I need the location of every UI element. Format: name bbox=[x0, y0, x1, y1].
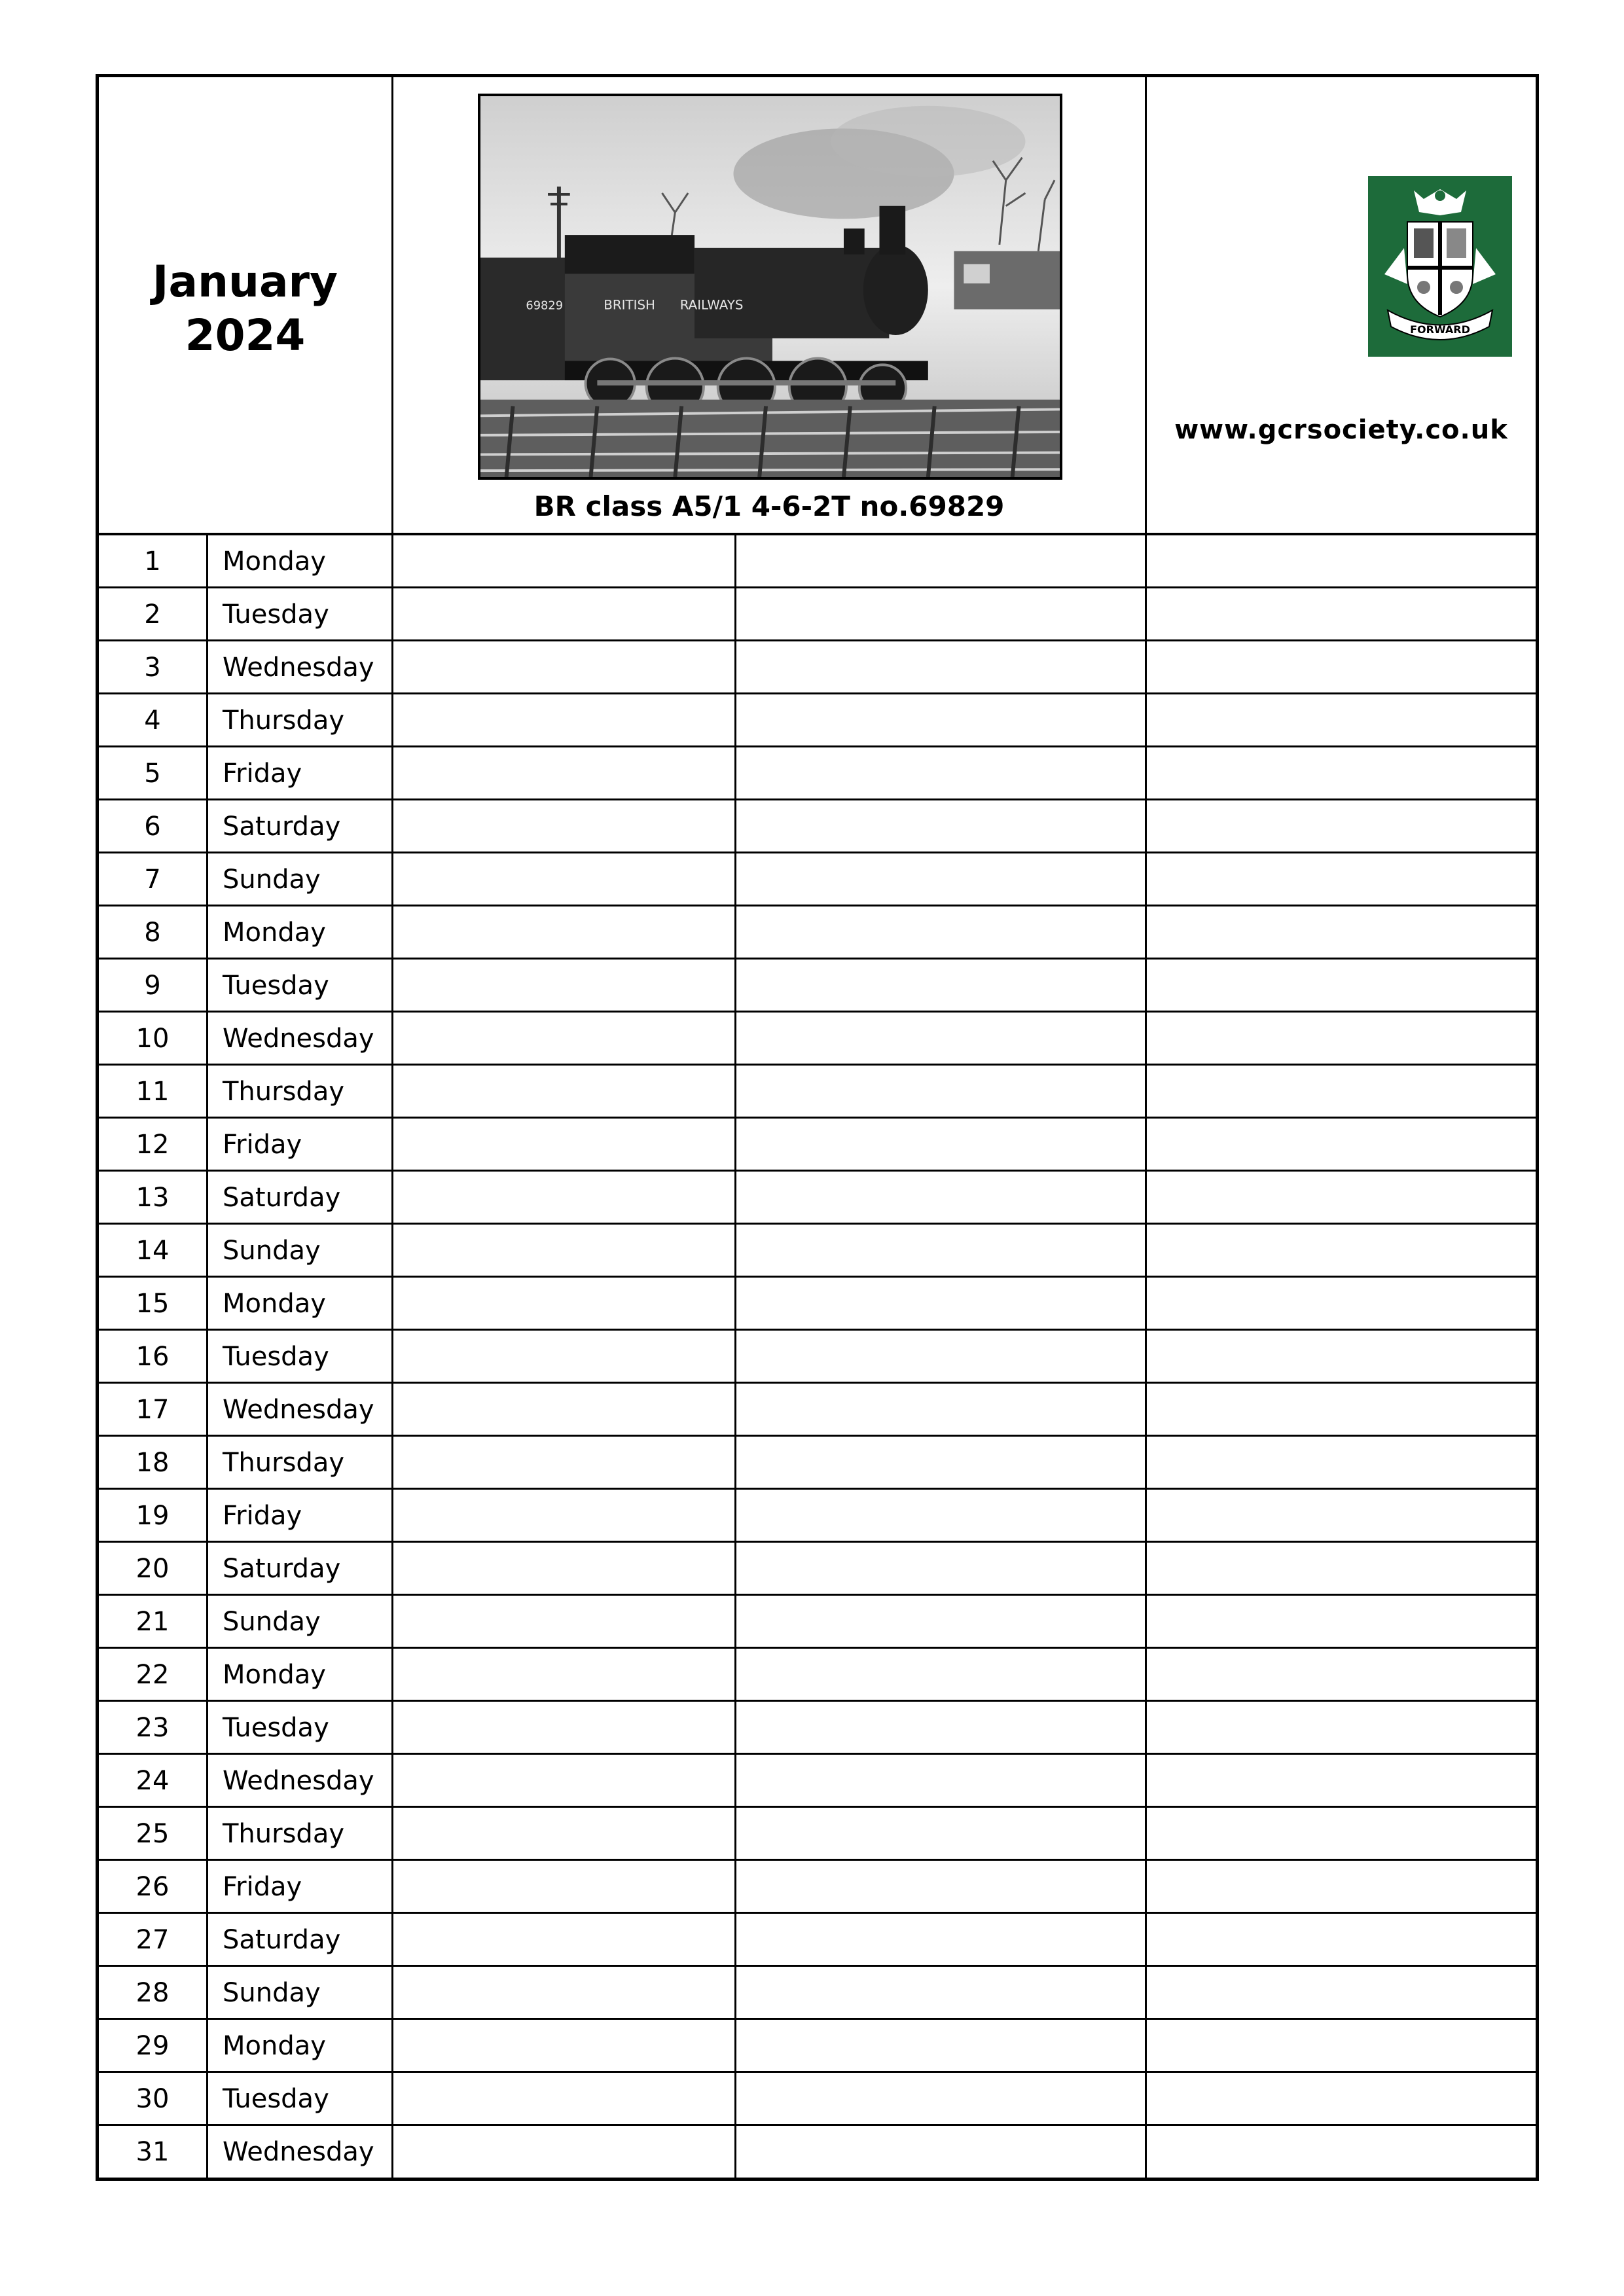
note-cell-3[interactable] bbox=[1147, 1013, 1536, 1064]
weekday-name: Monday bbox=[208, 2020, 393, 2071]
note-cell-2[interactable] bbox=[736, 694, 1147, 745]
note-cell-3[interactable] bbox=[1147, 1596, 1536, 1647]
note-cell-3[interactable] bbox=[1147, 960, 1536, 1011]
note-cell-3[interactable] bbox=[1147, 1967, 1536, 2018]
day-number: 21 bbox=[99, 1596, 208, 1647]
note-cell-2[interactable] bbox=[736, 1543, 1147, 1594]
loco-livery-text: BRITISH RAILWAYS bbox=[604, 297, 744, 313]
note-cell-2[interactable] bbox=[736, 641, 1147, 692]
weekday-name: Friday bbox=[208, 1861, 393, 1912]
note-cell-1[interactable] bbox=[393, 1119, 736, 1170]
note-cell-3[interactable] bbox=[1147, 2073, 1536, 2124]
month-name: January bbox=[152, 257, 338, 307]
note-cell-3[interactable] bbox=[1147, 1914, 1536, 1965]
note-cell-2[interactable] bbox=[736, 1702, 1147, 1753]
weekday-name: Thursday bbox=[208, 694, 393, 745]
day-row bbox=[99, 1914, 1536, 1967]
note-cell-1[interactable] bbox=[393, 1702, 736, 1753]
weekday-name: Saturday bbox=[208, 800, 393, 852]
note-cell-2[interactable] bbox=[736, 1914, 1147, 1965]
note-cell-2[interactable] bbox=[736, 1490, 1147, 1541]
note-cell-3[interactable] bbox=[1147, 2020, 1536, 2071]
day-row bbox=[99, 1119, 1536, 1172]
weekday-name: Friday bbox=[208, 747, 393, 798]
day-number: 11 bbox=[99, 1066, 208, 1117]
note-cell-2[interactable] bbox=[736, 800, 1147, 852]
note-cell-3[interactable] bbox=[1147, 800, 1536, 852]
day-row bbox=[99, 906, 1536, 960]
day-number: 9 bbox=[99, 960, 208, 1011]
note-cell-1[interactable] bbox=[393, 1172, 736, 1223]
note-cell-1[interactable] bbox=[393, 1278, 736, 1329]
note-cell-1[interactable] bbox=[393, 1755, 736, 1806]
day-row bbox=[99, 1861, 1536, 1914]
day-row bbox=[99, 1596, 1536, 1649]
note-cell-3[interactable] bbox=[1147, 1543, 1536, 1594]
note-cell-1[interactable] bbox=[393, 1437, 736, 1488]
note-cell-2[interactable] bbox=[736, 1331, 1147, 1382]
note-cell-3[interactable] bbox=[1147, 906, 1536, 958]
gcr-society-logo bbox=[1368, 176, 1512, 357]
day-number: 8 bbox=[99, 906, 208, 958]
day-number: 12 bbox=[99, 1119, 208, 1170]
weekday-name: Sunday bbox=[208, 1225, 393, 1276]
note-cell-3[interactable] bbox=[1147, 1649, 1536, 1700]
weekday-name: Monday bbox=[208, 535, 393, 586]
day-number: 1 bbox=[99, 535, 208, 586]
day-row bbox=[99, 960, 1536, 1013]
day-row bbox=[99, 1384, 1536, 1437]
note-cell-1[interactable] bbox=[393, 2126, 736, 2179]
note-cell-2[interactable] bbox=[736, 1172, 1147, 1223]
locomotive-photo bbox=[478, 94, 1062, 480]
note-cell-1[interactable] bbox=[393, 2073, 736, 2124]
note-cell-1[interactable] bbox=[393, 1225, 736, 1276]
day-row bbox=[99, 1649, 1536, 1702]
weekday-name: Monday bbox=[208, 906, 393, 958]
note-cell-3[interactable] bbox=[1147, 1702, 1536, 1753]
weekday-name: Wednesday bbox=[208, 641, 393, 692]
note-cell-3[interactable] bbox=[1147, 1755, 1536, 1806]
day-row bbox=[99, 853, 1536, 906]
note-cell-2[interactable] bbox=[736, 588, 1147, 639]
note-cell-1[interactable] bbox=[393, 1914, 736, 1965]
weekday-name: Tuesday bbox=[208, 960, 393, 1011]
day-row bbox=[99, 1702, 1536, 1755]
loco-number-text: 69829 bbox=[526, 298, 564, 313]
weekday-name: Friday bbox=[208, 1119, 393, 1170]
note-cell-3[interactable] bbox=[1147, 1066, 1536, 1117]
weekday-name: Monday bbox=[208, 1278, 393, 1329]
note-cell-3[interactable] bbox=[1147, 535, 1536, 586]
day-row bbox=[99, 2126, 1536, 2179]
weekday-name: Monday bbox=[208, 1649, 393, 1700]
day-row bbox=[99, 1755, 1536, 1808]
day-number: 16 bbox=[99, 1331, 208, 1382]
day-number: 14 bbox=[99, 1225, 208, 1276]
note-cell-2[interactable] bbox=[736, 960, 1147, 1011]
month-year: 2024 bbox=[185, 310, 306, 361]
day-number: 19 bbox=[99, 1490, 208, 1541]
weekday-name: Wednesday bbox=[208, 1384, 393, 1435]
note-cell-3[interactable] bbox=[1147, 1808, 1536, 1859]
day-number: 17 bbox=[99, 1384, 208, 1435]
month-title bbox=[99, 255, 391, 363]
logo-cell bbox=[1147, 77, 1536, 533]
day-number: 29 bbox=[99, 2020, 208, 2071]
note-cell-2[interactable] bbox=[736, 1225, 1147, 1276]
note-cell-1[interactable] bbox=[393, 1066, 736, 1117]
weekday-name: Wednesday bbox=[208, 1755, 393, 1806]
note-cell-2[interactable] bbox=[736, 1861, 1147, 1912]
note-cell-1[interactable] bbox=[393, 853, 736, 905]
note-cell-1[interactable] bbox=[393, 1808, 736, 1859]
note-cell-2[interactable] bbox=[736, 1755, 1147, 1806]
day-number: 24 bbox=[99, 1755, 208, 1806]
day-number: 10 bbox=[99, 1013, 208, 1064]
note-cell-1[interactable] bbox=[393, 1967, 736, 2018]
day-row bbox=[99, 1437, 1536, 1490]
day-number: 26 bbox=[99, 1861, 208, 1912]
note-cell-3[interactable] bbox=[1147, 1225, 1536, 1276]
weekday-name: Saturday bbox=[208, 1172, 393, 1223]
day-number: 3 bbox=[99, 641, 208, 692]
photo-cell bbox=[393, 77, 1147, 533]
note-cell-3[interactable] bbox=[1147, 694, 1536, 745]
weekday-name: Tuesday bbox=[208, 1331, 393, 1382]
note-cell-2[interactable] bbox=[736, 747, 1147, 798]
month-cell bbox=[99, 77, 393, 533]
note-cell-2[interactable] bbox=[736, 1384, 1147, 1435]
note-cell-1[interactable] bbox=[393, 535, 736, 586]
note-cell-1[interactable] bbox=[393, 2020, 736, 2071]
day-row bbox=[99, 1543, 1536, 1596]
note-cell-3[interactable] bbox=[1147, 1278, 1536, 1329]
day-row bbox=[99, 535, 1536, 588]
note-cell-3[interactable] bbox=[1147, 641, 1536, 692]
note-cell-3[interactable] bbox=[1147, 1172, 1536, 1223]
weekday-name: Sunday bbox=[208, 853, 393, 905]
note-cell-2[interactable] bbox=[736, 1437, 1147, 1488]
day-row bbox=[99, 588, 1536, 641]
calendar-table bbox=[96, 74, 1539, 2181]
day-number: 5 bbox=[99, 747, 208, 798]
day-number: 23 bbox=[99, 1702, 208, 1753]
note-cell-1[interactable] bbox=[393, 588, 736, 639]
note-cell-2[interactable] bbox=[736, 1013, 1147, 1064]
weekday-name: Thursday bbox=[208, 1066, 393, 1117]
day-number: 18 bbox=[99, 1437, 208, 1488]
day-row bbox=[99, 1490, 1536, 1543]
calendar-header bbox=[99, 77, 1536, 535]
note-cell-3[interactable] bbox=[1147, 1490, 1536, 1541]
note-cell-1[interactable] bbox=[393, 1384, 736, 1435]
note-cell-1[interactable] bbox=[393, 1861, 736, 1912]
weekday-name: Friday bbox=[208, 1490, 393, 1541]
weekday-name: Sunday bbox=[208, 1596, 393, 1647]
weekday-name: Tuesday bbox=[208, 588, 393, 639]
day-number: 27 bbox=[99, 1914, 208, 1965]
weekday-name: Thursday bbox=[208, 1808, 393, 1859]
logo-motto: FORWARD bbox=[1410, 323, 1470, 336]
day-row bbox=[99, 1278, 1536, 1331]
note-cell-2[interactable] bbox=[736, 2073, 1147, 2124]
note-cell-2[interactable] bbox=[736, 535, 1147, 586]
day-number: 30 bbox=[99, 2073, 208, 2124]
day-number: 31 bbox=[99, 2126, 208, 2179]
weekday-name: Thursday bbox=[208, 1437, 393, 1488]
note-cell-1[interactable] bbox=[393, 1543, 736, 1594]
day-row bbox=[99, 1066, 1536, 1119]
photo-caption: BR class A5/1 4-6-2T no.69829 bbox=[533, 490, 1005, 522]
note-cell-3[interactable] bbox=[1147, 1119, 1536, 1170]
note-cell-2[interactable] bbox=[736, 1967, 1147, 2018]
weekday-name: Wednesday bbox=[208, 2126, 393, 2179]
note-cell-1[interactable] bbox=[393, 1013, 736, 1064]
note-cell-3[interactable] bbox=[1147, 747, 1536, 798]
note-cell-1[interactable] bbox=[393, 641, 736, 692]
note-cell-3[interactable] bbox=[1147, 1384, 1536, 1435]
day-number: 4 bbox=[99, 694, 208, 745]
website-url[interactable]: www.gcrsociety.co.uk bbox=[1174, 415, 1508, 445]
day-number: 7 bbox=[99, 853, 208, 905]
note-cell-2[interactable] bbox=[736, 1649, 1147, 1700]
note-cell-1[interactable] bbox=[393, 747, 736, 798]
day-rows bbox=[99, 535, 1536, 2178]
day-row bbox=[99, 1172, 1536, 1225]
day-row bbox=[99, 747, 1536, 800]
weekday-name: Saturday bbox=[208, 1914, 393, 1965]
day-number: 13 bbox=[99, 1172, 208, 1223]
day-row bbox=[99, 1331, 1536, 1384]
day-row bbox=[99, 1225, 1536, 1278]
note-cell-2[interactable] bbox=[736, 1808, 1147, 1859]
day-row bbox=[99, 2073, 1536, 2126]
note-cell-3[interactable] bbox=[1147, 1861, 1536, 1912]
note-cell-1[interactable] bbox=[393, 1331, 736, 1382]
day-row bbox=[99, 800, 1536, 853]
note-cell-1[interactable] bbox=[393, 960, 736, 1011]
note-cell-3[interactable] bbox=[1147, 588, 1536, 639]
note-cell-2[interactable] bbox=[736, 1119, 1147, 1170]
weekday-name: Wednesday bbox=[208, 1013, 393, 1064]
day-row bbox=[99, 1967, 1536, 2020]
note-cell-2[interactable] bbox=[736, 1066, 1147, 1117]
weekday-name: Saturday bbox=[208, 1543, 393, 1594]
note-cell-2[interactable] bbox=[736, 2126, 1147, 2179]
note-cell-2[interactable] bbox=[736, 906, 1147, 958]
note-cell-2[interactable] bbox=[736, 1596, 1147, 1647]
note-cell-3[interactable] bbox=[1147, 1437, 1536, 1488]
day-number: 25 bbox=[99, 1808, 208, 1859]
day-number: 20 bbox=[99, 1543, 208, 1594]
note-cell-3[interactable] bbox=[1147, 2126, 1536, 2179]
note-cell-1[interactable] bbox=[393, 1596, 736, 1647]
day-number: 22 bbox=[99, 1649, 208, 1700]
day-number: 6 bbox=[99, 800, 208, 852]
day-number: 28 bbox=[99, 1967, 208, 2018]
note-cell-2[interactable] bbox=[736, 2020, 1147, 2071]
note-cell-1[interactable] bbox=[393, 1490, 736, 1541]
day-number: 2 bbox=[99, 588, 208, 639]
note-cell-1[interactable] bbox=[393, 1649, 736, 1700]
day-number: 15 bbox=[99, 1278, 208, 1329]
weekday-name: Sunday bbox=[208, 1967, 393, 2018]
weekday-name: Tuesday bbox=[208, 2073, 393, 2124]
day-row bbox=[99, 2020, 1536, 2073]
note-cell-3[interactable] bbox=[1147, 853, 1536, 905]
note-cell-3[interactable] bbox=[1147, 1331, 1536, 1382]
note-cell-1[interactable] bbox=[393, 694, 736, 745]
note-cell-2[interactable] bbox=[736, 853, 1147, 905]
note-cell-2[interactable] bbox=[736, 1278, 1147, 1329]
weekday-name: Tuesday bbox=[208, 1702, 393, 1753]
day-row bbox=[99, 641, 1536, 694]
day-row bbox=[99, 1013, 1536, 1066]
note-cell-1[interactable] bbox=[393, 800, 736, 852]
day-row bbox=[99, 694, 1536, 747]
day-row bbox=[99, 1808, 1536, 1861]
note-cell-1[interactable] bbox=[393, 906, 736, 958]
